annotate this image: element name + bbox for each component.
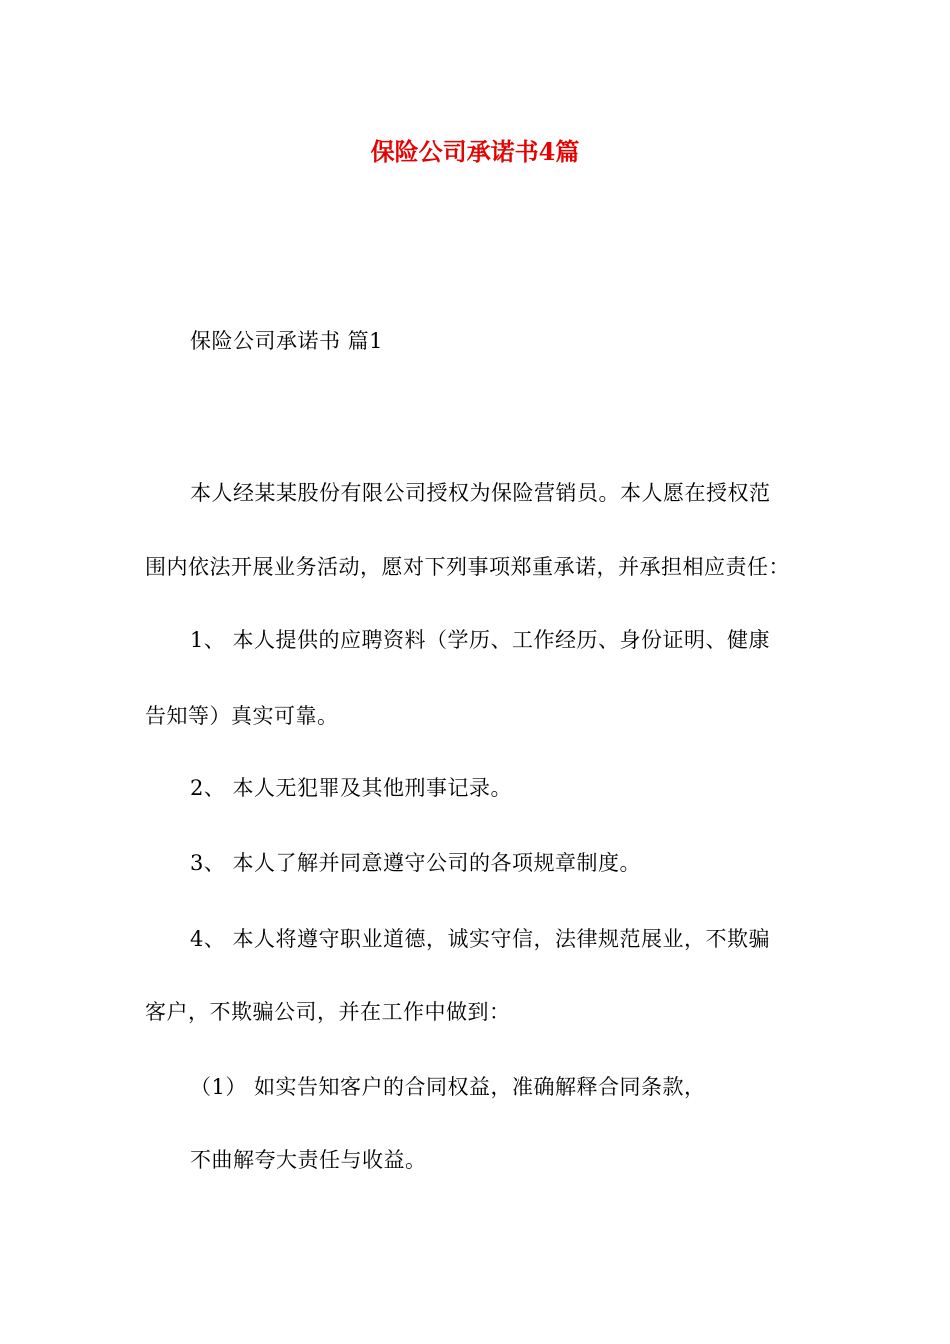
document-title: 保险公司承诺书4篇: [370, 137, 580, 166]
paragraph-line: 围内依法开展业务活动，愿对下列事项郑重承诺，并承担相应责任：: [145, 555, 790, 579]
paragraph-line: 告知等）真实可靠。: [145, 704, 339, 728]
paragraph-line: 不曲解夸大责任与收益。: [190, 1148, 427, 1172]
paragraph-line: 3、 本人了解并同意遵守公司的各项规章制度。: [190, 851, 642, 875]
paragraph-line: 客户，不欺骗公司，并在工作中做到：: [145, 1000, 511, 1024]
paragraph-line: （1） 如实告知客户的合同权益，准确解释合同条款，: [190, 1075, 706, 1099]
paragraph-line: 1、 本人提供的应聘资料（学历、工作经历、身份证明、健康: [190, 628, 771, 652]
paragraph-line: 2、 本人无犯罪及其他刑事记录。: [190, 776, 513, 800]
paragraph-line: 4、 本人将遵守职业道德，诚实守信，法律规范展业，不欺骗: [190, 927, 771, 951]
section-heading: 保险公司承诺书 篇1: [190, 329, 384, 353]
paragraph-line: 本人经某某股份有限公司授权为保险营销员。本人愿在授权范: [190, 481, 771, 505]
